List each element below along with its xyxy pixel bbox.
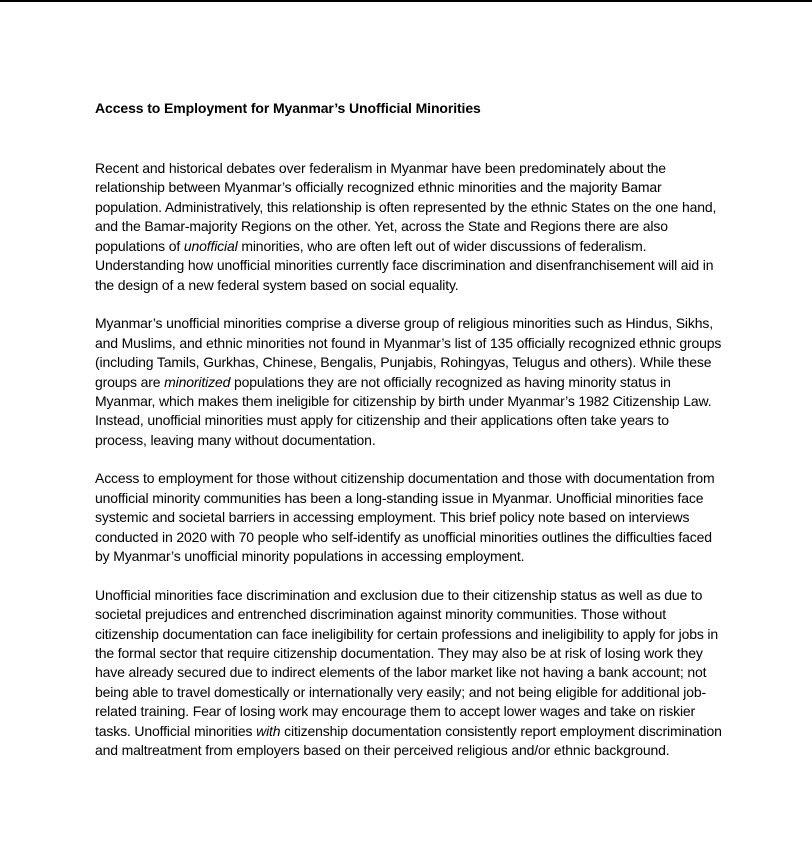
paragraph-text: Recent and historical debates over federalism in Myanmar have been predominately about the relationship between Myanmar’s officially recognized ethnic minorities and the majority Bamar population. Administratively, this relationship is often represented by the ethnic States on the one hand, and the Bamar-majority Regions on the other. Yet, across the State and Regions there are also populations of — [95, 160, 717, 254]
paragraph-federalism — [95, 159, 723, 295]
paragraph-text: populations they are not officially recognized as having minority status in Myanmar, which makes them ineligible for citizenship by birth under Myanmar’s 1982 Citizenship Law. Instead, unofficial minorities must apply for citizenship and their applications often take years to process, leaving many without documentation. — [95, 373, 712, 448]
document-page — [95, 99, 723, 761]
paragraph-text: Myanmar’s unofficial minorities comprise a diverse group of religious minorities such as Hindus, Sikhs, and Muslims, and ethnic minorities not found in Myanmar’s list of 135 officially recognized ethnic groups (including Tamils, Gurkhas, Chinese, Bengalis, Punjabis, Rohingyas, Telugus and others). While these groups are — [95, 315, 722, 390]
paragraph-text: Unofficial minorities face discrimination and exclusion due to their citizenship status as well as due to societal prejudices and entrenched discrimination against minority communities. Those without citizenship documentation can face ineligibility for certain professions and ineligibility to apply for jobs in the formal sector that require citizenship documentation. They may also be at risk of losing work they have already secured due to indirect elements of the labor market like not having a bank account; not being able to travel domestically or internationally very easily; and not being eligible for additional job-related training. Fear of losing work may encourage them to accept lower wages and take on riskier tasks. Unofficial minorities — [95, 586, 719, 739]
top-border-line — [0, 0, 812, 2]
paragraph-text: citizenship documentation consistently report employment discrimination and maltreatment from employers based on their perceived religious and/or ethnic background. — [95, 722, 722, 759]
paragraph-text: minorities, who are often left out of wider discussions of federalism. Understanding how unofficial minorities currently face discrimination and disenfranchisement will aid in the design of a new federal system based on social equality. — [95, 237, 714, 293]
emphasis-text: with — [256, 722, 281, 739]
paragraph-text: Access to employment for those without citizenship documentation and those with documentation from unofficial minority communities has been a long-standing issue in Myanmar. Unofficial minorities face systemic and societal barriers in accessing employment. This brief policy note based on interviews conducted in 2020 with 70 people who self-identify as unofficial minorities outlines the difficulties faced by Myanmar’s unofficial minority populations in accessing employment. — [95, 470, 715, 565]
emphasis-text: minoritized — [164, 373, 231, 390]
paragraph-access-to-employment — [95, 469, 723, 566]
paragraph-unofficial-minorities — [95, 314, 723, 450]
emphasis-text: unofficial — [183, 237, 238, 254]
paragraph-discrimination — [95, 586, 723, 761]
document-title: Access to Employment for Myanmar’s Unofficial Minorities — [95, 100, 481, 116]
